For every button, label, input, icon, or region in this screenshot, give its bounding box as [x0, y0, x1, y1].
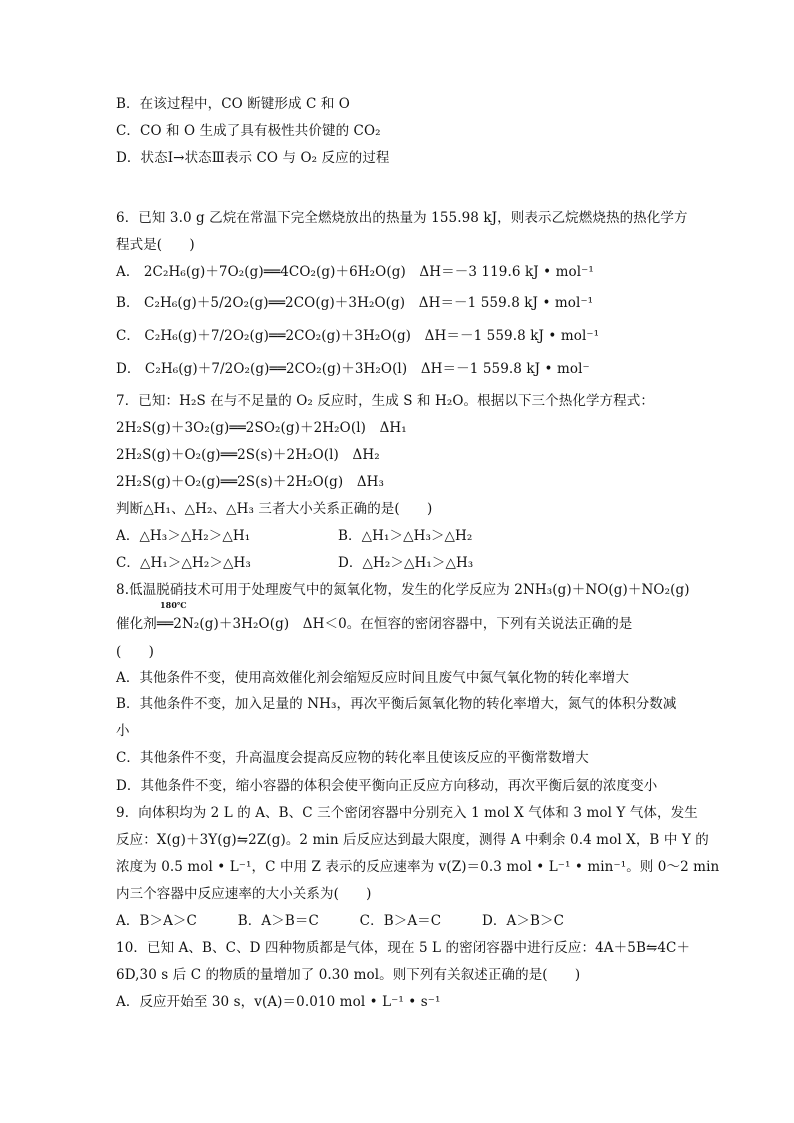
q8-stem-line2-text: 2N₂(g)＋3H₂O(g) ΔH＜0。在恒容的密闭容器中，下列有关说法正确的是: [173, 616, 633, 632]
catalyst-temperature: 180℃: [160, 600, 187, 610]
q8-stem-line1: 8.低温脱硝技术可用于处理废气中的氮氧化物，发生的化学反应为 2NH₃(g)＋NO(g)＋NO₂(g): [116, 582, 690, 598]
q9-stem-line4: 内三个容器中反应速率的大小关系为( ): [116, 886, 372, 902]
q6-option-d: D． C₂H₆(g)＋7/2O₂(g)══2CO₂(g)＋3H₂O(l) ΔH＝－1 559.8 kJ • mol⁻: [116, 361, 590, 377]
q8-option-d: D．其他条件不变，缩小容器的体积会使平衡向正反应方向移动，再次平衡后氨的浓度变小: [116, 778, 658, 794]
catalyst-label: 催化剂: [116, 616, 157, 632]
q9-stem-line3: 浓度为 0.5 mol • L⁻¹，C 中用 Z 表示的反应速率为 v(Z)＝0.3 mol • L⁻¹ • min⁻¹。则 0～2 min: [116, 859, 720, 875]
q8-option-c: C．其他条件不变，升高温度会提高反应物的转化率且使该反应的平衡常数增大: [116, 750, 589, 766]
q7-option-d: D．△H₂＞△H₁＞△H₃: [338, 555, 474, 571]
q10-stem-line2: 6D,30 s 后 C 的物质的量增加了 0.30 mol。则下列有关叙述正确的是( ): [116, 967, 581, 983]
q5-option-c: C．CO 和 O 生成了具有极性共价键的 CO₂: [116, 123, 381, 139]
q5-option-d: D．状态Ⅰ→状态Ⅲ表示 CO 与 O₂ 反应的过程: [116, 150, 390, 166]
q7-option-a: A．△H₃＞△H₂＞△H₁: [116, 528, 251, 544]
catalyst-arrow: ══: [156, 616, 174, 632]
q6-stem-line1: 6．已知 3.0 g 乙烷在常温下完全燃烧放出的热量为 155.98 kJ，则表示乙烷燃烧热的热化学方: [116, 210, 688, 226]
q5-option-b: B．在该过程中，CO 断键形成 C 和 O: [116, 96, 350, 112]
q7-judge: 判断△H₁、△H₂、△H₃ 三者大小关系正确的是( ): [116, 501, 433, 517]
q6-stem-line2: 程式是( ): [116, 237, 195, 253]
q8-option-b-line2: 小: [116, 723, 130, 739]
q8-stem-line3: ( ): [116, 644, 154, 660]
q8-option-a: A．其他条件不变，使用高效催化剂会缩短反应时间且废气中氮气氧化物的转化率增大: [116, 670, 630, 686]
q7-equation-1: 2H₂S(g)＋3O₂(g)══2SO₂(g)＋2H₂O(l) ΔH₁: [116, 420, 407, 436]
q6-option-b: B． C₂H₆(g)＋5/2O₂(g)══2CO(g)＋3H₂O(g) ΔH＝－1 559.8 kJ • mol⁻¹: [116, 295, 594, 311]
q7-equation-3: 2H₂S(g)＋O₂(g)══2S(s)＋2H₂O(g) ΔH₃: [116, 474, 385, 490]
q7-equation-2: 2H₂S(g)＋O₂(g)══2S(s)＋2H₂O(l) ΔH₂: [116, 447, 380, 463]
q6-option-c: C． C₂H₆(g)＋7/2O₂(g)══2CO₂(g)＋3H₂O(g) ΔH＝－1 559.8 kJ • mol⁻¹: [116, 328, 600, 344]
q7-option-b: B．△H₁＞△H₃＞△H₂: [338, 528, 473, 544]
q10-stem-line1: 10．已知 A、B、C、D 四种物质都是气体，现在 5 L 的密闭容器中进行反应：4A＋5B⇋4C＋: [116, 940, 691, 956]
q9-stem-line1: 9．向体积均为 2 L 的 A、B、C 三个密闭容器中分别充入 1 mol X 气体和 3 mol Y 气体，发生: [116, 805, 698, 821]
q9-options: A．B＞A＞C B．A＞B＝C C．B＞A＝C D．A＞B＞C: [116, 913, 565, 929]
q7-stem: 7．已知：H₂S 在与不足量的 O₂ 反应时，生成 S 和 H₂O。根据以下三个热化学方程式：: [116, 393, 654, 409]
q6-option-a: A． 2C₂H₆(g)＋7O₂(g)══4CO₂(g)＋6H₂O(g) ΔH＝－3 119.6 kJ • mol⁻¹: [116, 264, 594, 280]
q8-option-b-line1: B．其他条件不变，加入足量的 NH₃，再次平衡后氮氧化物的转化率增大，氮气的体积分数减: [116, 696, 677, 712]
catalyst-condition: [116, 600, 187, 634]
q7-option-c: C．△H₁＞△H₂＞△H₃: [116, 555, 251, 571]
q8-stem-line2: [116, 600, 694, 634]
q10-option-a: A．反应开始至 30 s，v(A)＝0.010 mol • L⁻¹ • s⁻¹: [116, 994, 441, 1010]
q9-stem-line2: 反应：X(g)＋3Y(g)⇋2Z(g)。2 min 后反应达到最大限度，测得 A 中剩余 0.4 mol X，B 中 Y 的: [116, 832, 709, 848]
